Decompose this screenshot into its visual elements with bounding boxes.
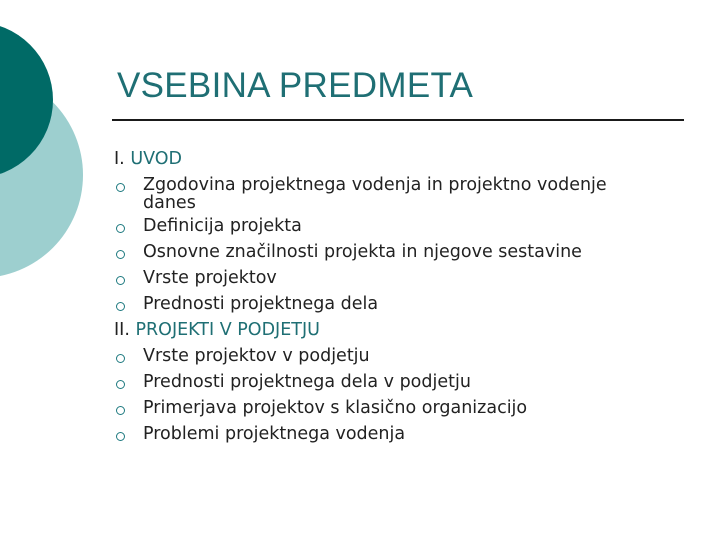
bullet-icon: [116, 354, 125, 363]
list-item: [114, 265, 714, 291]
bullet-icon: [116, 183, 125, 192]
bullet-icon: [116, 380, 125, 389]
section-number: II.: [114, 320, 130, 340]
list-item: [114, 343, 714, 369]
bullet-icon: [116, 224, 125, 233]
list-item-text: Prednosti projektnega dela v podjetju: [143, 372, 471, 392]
section-label: UVOD: [130, 149, 183, 169]
list-item-text: Primerjava projektov s klasično organizacijo: [143, 398, 528, 418]
bullet-icon: [116, 302, 125, 311]
list-item: [114, 421, 714, 447]
section-number: I.: [114, 149, 125, 169]
bullet-icon: [116, 276, 125, 285]
section-label: PROJEKTI V PODJETJU: [135, 320, 320, 340]
list-item: [114, 395, 714, 421]
section-heading-1: [114, 146, 714, 172]
list-item-text: Definicija projekta: [143, 216, 302, 236]
list-item-text: Zgodovina projektnega vodenja in projektno vodenje: [143, 175, 607, 195]
list-item-text: Vrste projektov v podjetju: [143, 346, 370, 366]
decorative-circles: [0, 0, 100, 300]
bullet-icon: [116, 432, 125, 441]
list-item-text: Vrste projektov: [143, 268, 277, 288]
outline-list: [114, 146, 714, 447]
list-item: [114, 369, 714, 395]
title-divider: [112, 119, 684, 121]
section-heading-2: [114, 317, 714, 343]
list-item-text: Osnovne značilnosti projekta in njegove sestavine: [143, 242, 582, 262]
slide-title: VSEBINA PREDMETA: [117, 66, 474, 105]
bullet-icon: [116, 406, 125, 415]
bullet-icon: [116, 250, 125, 259]
list-item: [114, 213, 714, 239]
list-item-text-continued: danes: [143, 193, 196, 213]
list-item: [114, 239, 714, 265]
list-item-continuation: [114, 193, 714, 213]
list-item-text: Problemi projektnega vodenja: [143, 424, 406, 444]
list-item-text: Prednosti projektnega dela: [143, 294, 379, 314]
list-item: [114, 291, 714, 317]
